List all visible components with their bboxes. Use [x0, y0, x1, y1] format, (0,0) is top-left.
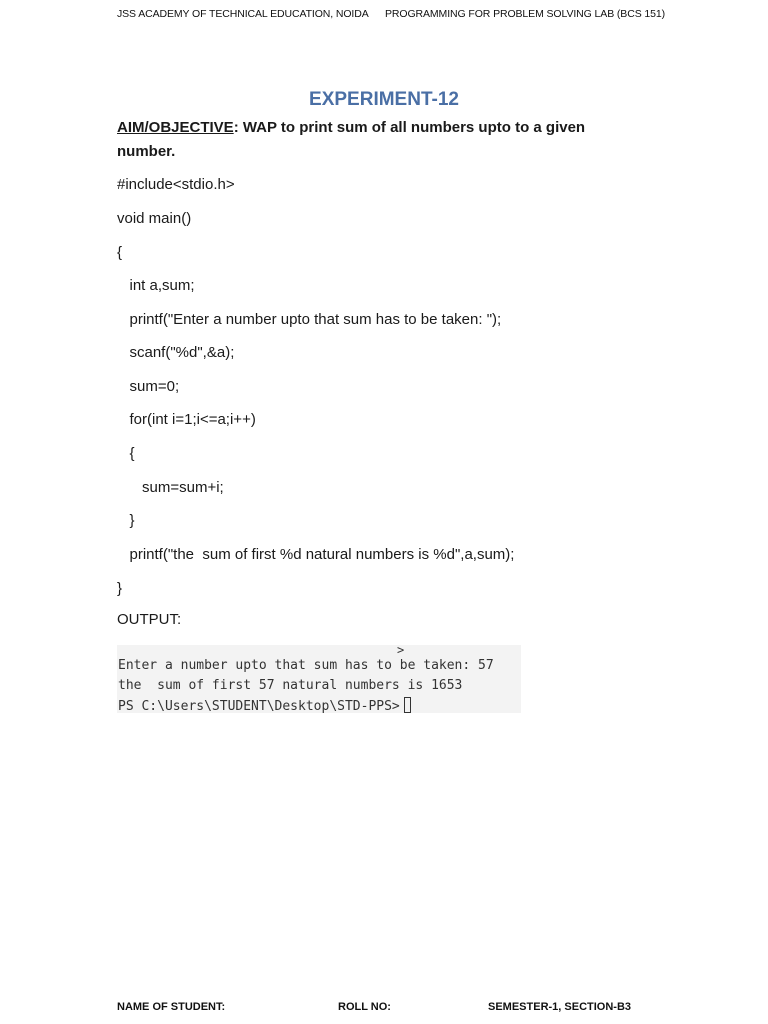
- code-line: printf("the sum of first %d natural numbers is %d",a,sum);: [117, 546, 515, 563]
- terminal-prompt-line: [118, 697, 411, 714]
- code-line: for(int i=1;i<=a;i++): [117, 411, 256, 428]
- terminal-line: Enter a number upto that sum has to be taken: 57: [118, 658, 494, 673]
- prompt-chevron-icon: >: [397, 643, 405, 657]
- terminal-line: the sum of first 57 natural numbers is 1653: [118, 678, 463, 693]
- code-line: #include<stdio.h>: [117, 176, 235, 193]
- code-line: {: [117, 445, 135, 462]
- code-line: }: [117, 580, 123, 597]
- aim-text: : WAP to print sum of all numbers upto to a given number.: [117, 119, 586, 160]
- student-name-label: NAME OF STUDENT:: [117, 1001, 226, 1013]
- code-line: sum=sum+i;: [117, 479, 224, 496]
- experiment-title: EXPERIMENT-12: [309, 89, 459, 110]
- code-line: sum=0;: [117, 378, 180, 395]
- terminal-cursor: [404, 697, 411, 713]
- code-line: {: [117, 244, 123, 261]
- code-line: void main(): [117, 210, 192, 227]
- aim-objective: [117, 116, 617, 164]
- terminal-output: [117, 645, 521, 713]
- semester-section: SEMESTER-1, SECTION-B3: [488, 1001, 632, 1013]
- institution-name: JSS ACADEMY OF TECHNICAL EDUCATION, NOIDA: [117, 8, 369, 20]
- course-name: PROGRAMMING FOR PROBLEM SOLVING LAB (BCS 151): [385, 8, 666, 20]
- terminal-prompt: PS C:\Users\STUDENT\Desktop\STD-PPS>: [118, 699, 400, 714]
- aim-label: AIM/OBJECTIVE: [117, 119, 234, 136]
- output-label: OUTPUT:: [117, 611, 182, 628]
- code-line: }: [117, 512, 135, 529]
- code-line: scanf("%d",&a);: [117, 344, 235, 361]
- code-line: int a,sum;: [117, 277, 195, 294]
- code-line: printf("Enter a number upto that sum has to be taken: ");: [117, 311, 502, 328]
- roll-no-label: ROLL NO:: [338, 1001, 391, 1013]
